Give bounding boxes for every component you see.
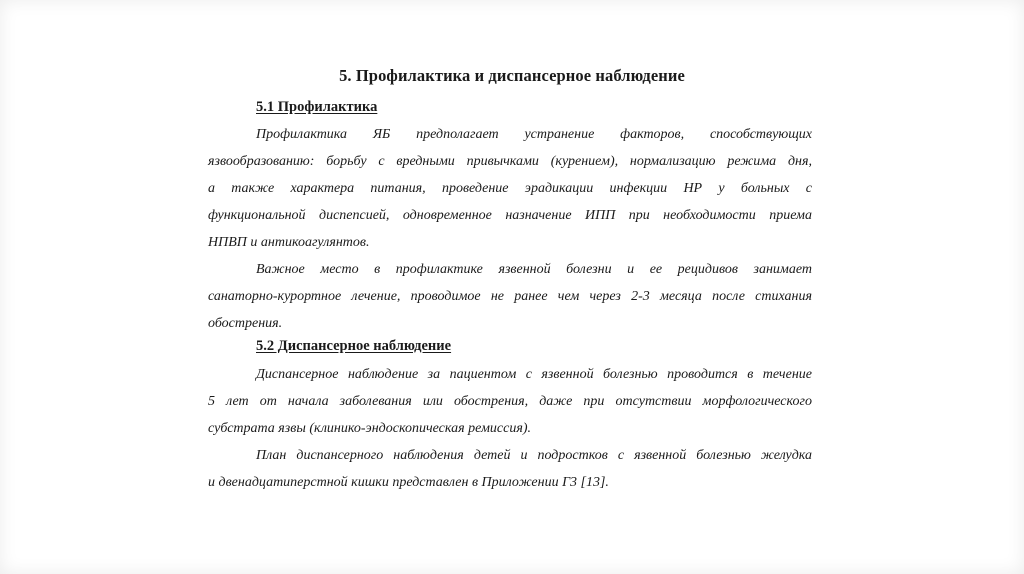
text-line: субстрата язвы (клинико-эндоскопическая ремиссия). — [208, 421, 531, 436]
text-line: Профилактика ЯБ предполагает устранение факторов, способствующих — [256, 127, 812, 142]
text-line: Важное место в профилактике язвенной болезни и ее рецидивов занимает — [256, 262, 812, 277]
text-line: а также характера питания, проведение эрадикации инфекции НР у больных с — [208, 181, 812, 196]
page-title: 5. Профилактика и диспансерное наблюдение — [339, 66, 685, 85]
paragraph-dispensary-1 — [208, 361, 812, 442]
text-line: язвообразованию: борьбу с вредными привычками (курением), нормализацию режима дня, — [208, 154, 812, 169]
section-heading-prevention: 5.1 Профилактика — [256, 99, 378, 115]
paragraph-prevention-2 — [208, 256, 812, 337]
text-line: санаторно-курортное лечение, проводимое не ранее чем через 2-3 месяца после стихания — [208, 289, 812, 304]
paragraph-dispensary-2 — [208, 442, 812, 496]
text-line: НПВП и антикоагулянтов. — [208, 235, 370, 250]
text-line: обострения. — [208, 316, 283, 331]
text-line: План диспансерного наблюдения детей и подростков с язвенной болезнью желудка — [256, 448, 812, 463]
text-line: Диспансерное наблюдение за пациентом с язвенной болезнью проводится в течение — [256, 367, 812, 382]
text-line: и двенадцатиперстной кишки представлен в Приложении Г3 [13]. — [208, 475, 609, 490]
text-line: 5 лет от начала заболевания или обострения, даже при отсутствии морфологического — [208, 394, 812, 409]
section-heading-dispensary: 5.2 Диспансерное наблюдение — [256, 338, 452, 354]
paragraph-prevention-1 — [208, 121, 812, 256]
text-line: функциональной диспепсией, одновременное назначение ИПП при необходимости приема — [208, 208, 812, 223]
